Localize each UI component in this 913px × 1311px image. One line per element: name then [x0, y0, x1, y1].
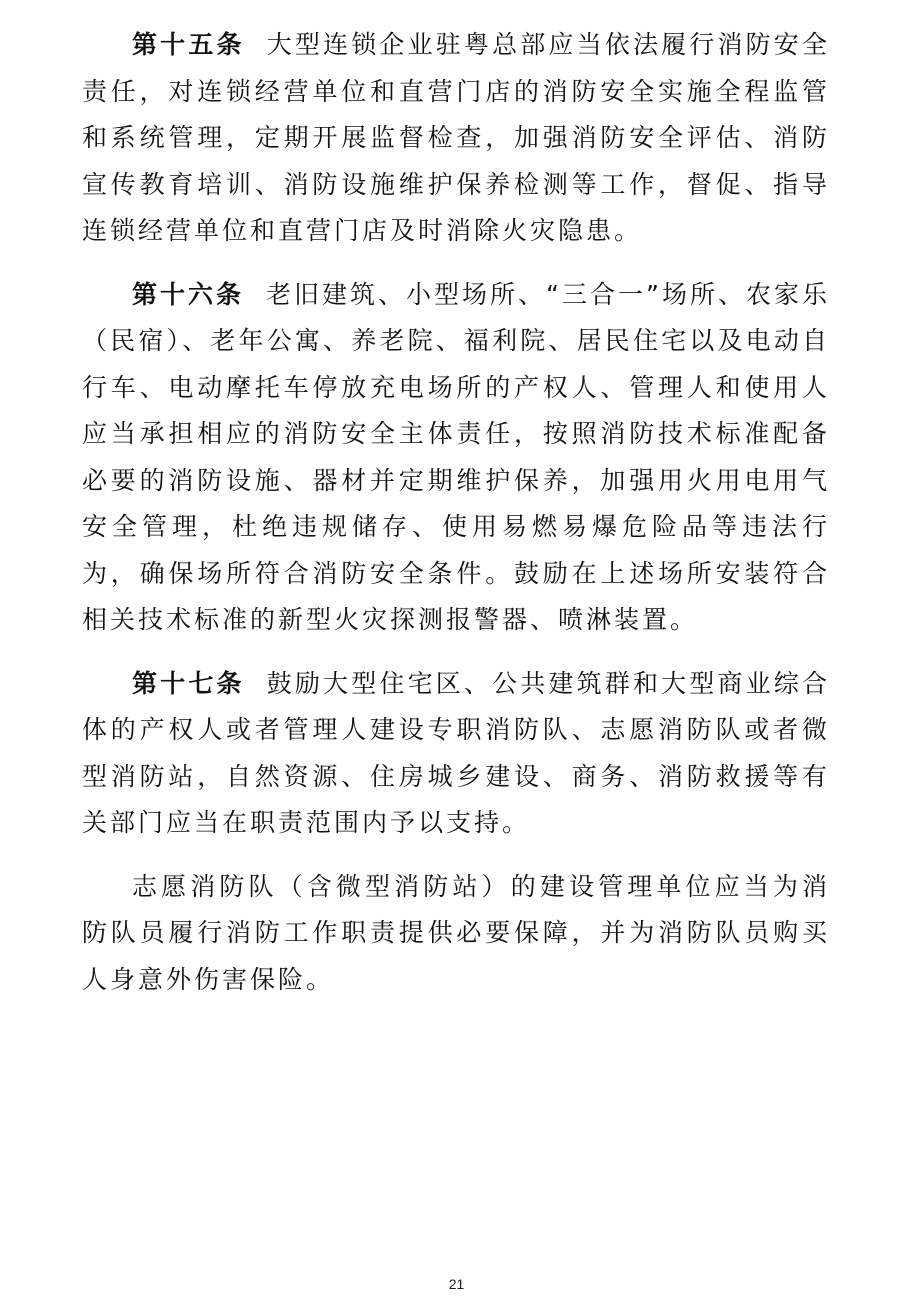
article-17-text: 鼓励大型住宅区、公共建筑群和大型商业综合体的产权人或者管理人建设专职消防队、志愿消防队或者微型消防站，自然资源、住房城乡建设、商务、消防救援等有关部门应当在职责范围内予以支持。: [82, 668, 830, 837]
page-number: 21: [448, 1276, 465, 1292]
article-16-text: 老旧建筑、小型场所、“三合一”场所、农家乐（民宿）、老年公寓、养老院、福利院、居民住宅以及电动自行车、电动摩托车停放充电场所的产权人、管理人和使用人应当承担相应的消防安全主体责任，按照消防技术标准配备必要的消防设施、器材并定期维护保养，加强用火用电用气安全管理，杜绝违规储存、使用易燃易爆危险品等违法行为，确保场所符合消防安全条件。鼓励在上述场所安装符合相关技术标准的新型火灾探测报警器、喷淋装置。: [82, 279, 830, 634]
article-15-paragraph: [82, 22, 830, 255]
article-17-continuation-paragraph: [82, 864, 830, 1004]
article-17-paragraph: [82, 661, 830, 847]
document-body: [82, 22, 830, 1020]
article-15-number: 第十五条: [132, 30, 245, 59]
article-16-paragraph: [82, 272, 830, 644]
article-17-continuation-text: 志愿消防队（含微型消防站）的建设管理单位应当为消防队员履行消防工作职责提供必要保障，并为消防队员购买人身意外伤害保险。: [82, 871, 830, 994]
article-17-number: 第十七条: [132, 668, 245, 698]
article-15-text: 大型连锁企业驻粤总部应当依法履行消防安全责任，对连锁经营单位和直营门店的消防安全实施全程监管和系统管理，定期开展监督检查，加强消防安全评估、消防宣传教育培训、消防设施维护保养检测等工作，督促、指导连锁经营单位和直营门店及时消除火灾隐患。: [82, 30, 830, 245]
article-16-number: 第十六条: [132, 279, 245, 309]
